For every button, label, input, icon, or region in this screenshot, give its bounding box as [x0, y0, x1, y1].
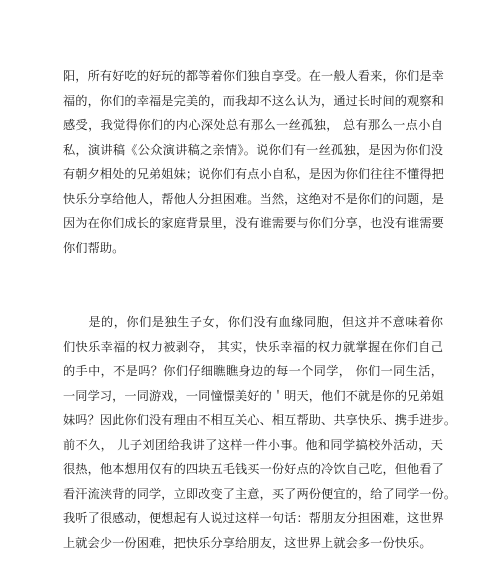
text-line: 有朝夕相处的兄弟姐妹；说你们有点小自私，是因为你们往往不懂得把 [63, 167, 444, 181]
text-line: 我听了很感动，便想起有人说过这样一句话：帮朋友分担困难，这世界 [63, 511, 444, 525]
text-line: 看汗流浃背的同学，立即改变了主意，买了两份便宜的，给了同学一份。 [63, 486, 457, 501]
text-line: 们快乐幸福的权力被剥夺， 其实，快乐幸福的权力就掌握在你们自己 [63, 339, 443, 354]
text-line: 妹吗？因此你们没有理由不相互关心、相互帮助、共享快乐、携手进步。 [63, 413, 457, 427]
text-line: 感受，我觉得你们的内心深处总有那么一丝孤独， 总有那么一点小自 [63, 118, 443, 132]
text-line: 很热，他本想用仅有的四块五毛钱买一份好点的冷饮自己吃，但他看了 [63, 462, 444, 476]
text-line: 阳，所有好吃的好玩的都等着你们独自享受。在一般人看来，你们是幸 [63, 69, 444, 83]
text-line: 私，演讲稿《公众演讲稿之亲情》。说你们有一丝孤独，是因为你们没 [63, 142, 443, 157]
paragraph-2 [63, 310, 457, 555]
text-line: 福的，你们的幸福是完美的，而我却不这么认为，通过长时间的观察和 [63, 93, 444, 108]
text-line: 是的，你们是独生子女，你们没有血缘同胞，但这并不意味着你 [63, 315, 443, 329]
text-line: 因为在你们成长的家庭背景里，没有谁需要与你们分享，也没有谁需要 [63, 216, 444, 230]
text-line: 前不久， 儿子刘团给我讲了这样一件小事。他和同学搞校外活动，天 [63, 437, 443, 452]
text-line: 一同学习，一同游戏，一同憧憬美好的＇明天，他们不就是你的兄弟姐 [63, 388, 444, 403]
paragraph-1 [63, 64, 443, 260]
text-line: 你们帮助。 [63, 240, 125, 255]
text-line: 上就会少一份困难，把快乐分享给朋友，这世界上就会多一份快乐。 [63, 535, 432, 550]
text-line: 的手中，不是吗？你们仔细瞧瞧身边的每一个同学， 你们一同生活， [63, 364, 443, 378]
text-line: 快乐分享给他人，帮他人分担困难。当然，这绝对不是你们的问题，是 [63, 191, 444, 206]
